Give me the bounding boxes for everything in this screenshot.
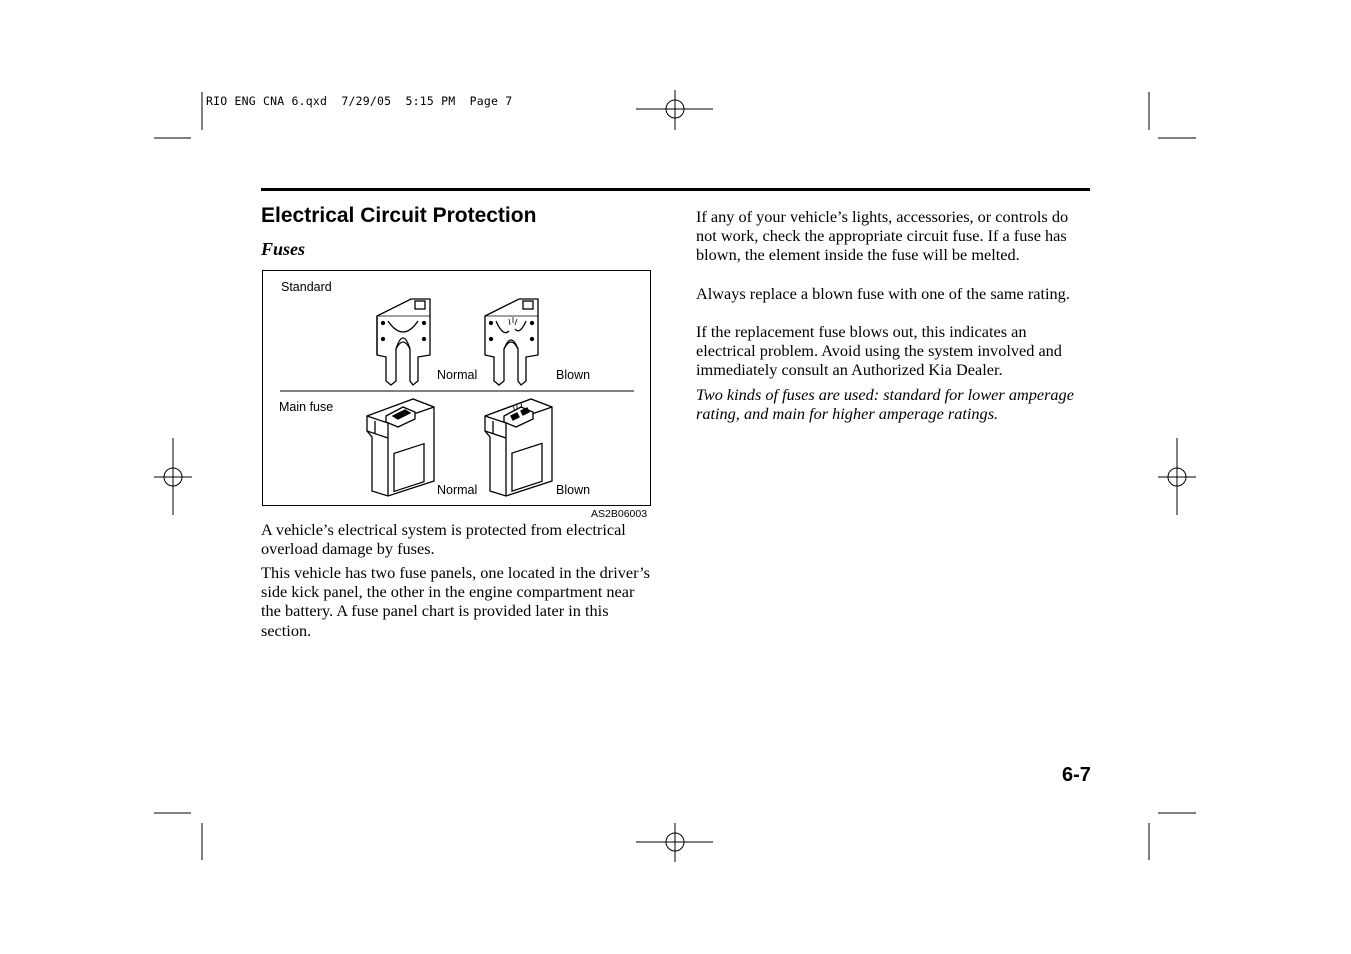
body-paragraph: This vehicle has two fuse panels, one located in the driver’s side kick panel, the other in the engine compartment near the battery. A fuse panel chart is provided later in this section. [261,563,650,640]
label-normal-main: Normal [437,483,478,497]
figure-code: AS2B06003 [591,508,648,520]
main-fuse-blown [485,399,552,496]
fuse-figure [262,270,651,506]
body-paragraph: Always replace a blown fuse with one of the same rating. [696,284,1070,303]
label-main-fuse: Main fuse [279,400,334,414]
page-number: 6-7 [1062,764,1091,786]
label-normal-standard: Normal [437,368,478,382]
label-standard: Standard [281,280,332,294]
body-paragraph: If any of your vehicle’s lights, accessories, or controls do not work, check the appropriate circuit fuse. If a fuse has blown, the element inside the fuse will be melted. [696,207,1069,265]
standard-fuse-blown [485,299,538,385]
label-blown-standard: Blown [556,368,591,382]
body-paragraph: If the replacement fuse blows out, this indicates an electrical problem. Avoid using the system involved and immediately consult an Authorized Kia Dealer. [696,322,1062,380]
standard-fuse-normal [377,299,430,385]
header-rule [261,188,1090,191]
label-blown-main: Blown [556,483,591,497]
note-paragraph: Two kinds of fuses are used: standard for lower amperage rating, and main for higher amperage ratings. [696,385,1074,424]
subsection-title: Fuses [261,239,306,259]
section-title: Electrical Circuit Protection [261,204,537,227]
fuse-illustration [263,271,649,504]
body-paragraph: A vehicle’s electrical system is protected from electrical overload damage by fuses. [261,520,626,559]
slug-line: RIO ENG CNA 6.qxd 7/29/05 5:15 PM Page 7 [206,94,513,108]
main-fuse-normal [367,399,434,496]
